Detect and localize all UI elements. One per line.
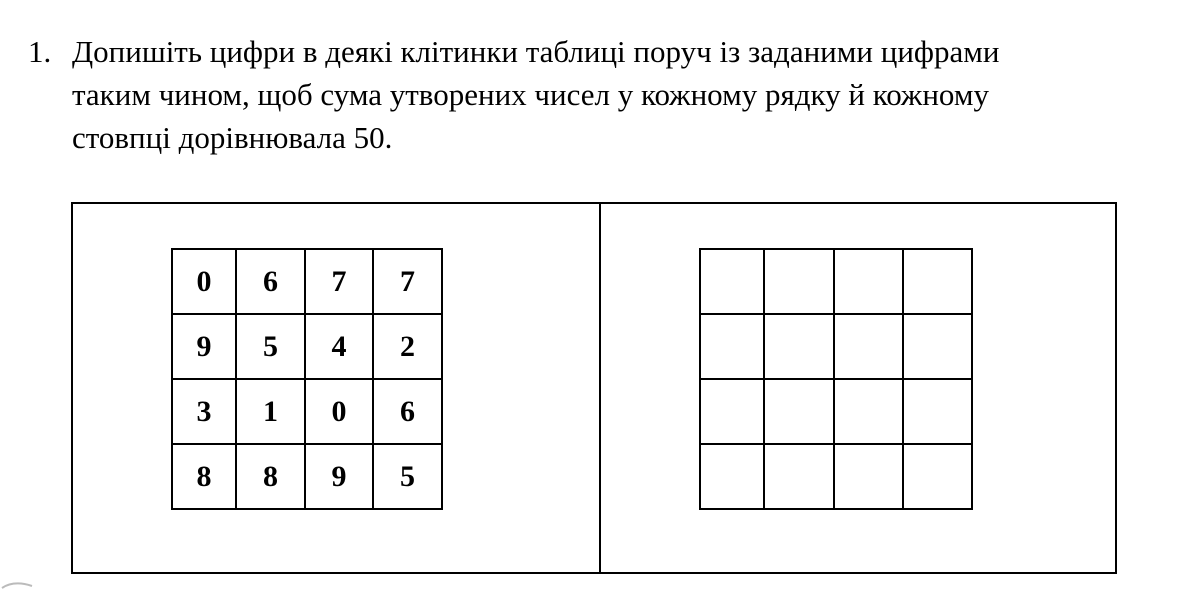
grid-cell: 4 xyxy=(305,314,373,379)
grid-row xyxy=(700,379,972,444)
stray-pen-mark xyxy=(0,578,34,589)
grid-cell: 5 xyxy=(236,314,305,379)
grid-cell: 7 xyxy=(305,249,373,314)
answer-cell[interactable] xyxy=(903,249,972,314)
grid-row xyxy=(172,444,442,509)
grid-cell: 8 xyxy=(236,444,305,509)
grid-row xyxy=(700,249,972,314)
grid-cell: 1 xyxy=(236,379,305,444)
grid-cell: 9 xyxy=(305,444,373,509)
answer-cell[interactable] xyxy=(903,444,972,509)
grid-cell: 3 xyxy=(172,379,236,444)
grid-cell: 7 xyxy=(373,249,442,314)
answer-cell[interactable] xyxy=(834,314,903,379)
grid-row xyxy=(172,249,442,314)
answer-cell[interactable] xyxy=(834,444,903,509)
frame-divider xyxy=(599,202,601,574)
answer-cell[interactable] xyxy=(700,249,764,314)
given-digits-grid xyxy=(171,248,443,510)
grid-cell: 0 xyxy=(172,249,236,314)
answer-cell[interactable] xyxy=(903,379,972,444)
answer-cell[interactable] xyxy=(700,379,764,444)
task-number: 1. xyxy=(28,34,52,69)
grid-cell: 6 xyxy=(373,379,442,444)
grid-row xyxy=(700,314,972,379)
answer-cell[interactable] xyxy=(834,379,903,444)
grid-cell: 6 xyxy=(236,249,305,314)
grid-row xyxy=(172,314,442,379)
answer-cell[interactable] xyxy=(764,379,834,444)
answer-cell[interactable] xyxy=(834,249,903,314)
answer-cell[interactable] xyxy=(700,444,764,509)
answer-cell[interactable] xyxy=(700,314,764,379)
answer-cell[interactable] xyxy=(903,314,972,379)
grid-cell: 2 xyxy=(373,314,442,379)
grid-cell: 0 xyxy=(305,379,373,444)
answer-cell[interactable] xyxy=(764,249,834,314)
grid-row xyxy=(172,379,442,444)
answer-cell[interactable] xyxy=(764,444,834,509)
answer-cell[interactable] xyxy=(764,314,834,379)
task-text: Допишіть цифри в деякі клітинки таблиці поруч із заданими цифрами таким чином, щоб сума утворених чисел у кожному рядку й кожному стовпці дорівнювала 50. xyxy=(72,34,1000,155)
grid-cell: 9 xyxy=(172,314,236,379)
grid-row xyxy=(700,444,972,509)
grid-cell: 8 xyxy=(172,444,236,509)
grid-cell: 5 xyxy=(373,444,442,509)
answer-grid xyxy=(699,248,973,510)
